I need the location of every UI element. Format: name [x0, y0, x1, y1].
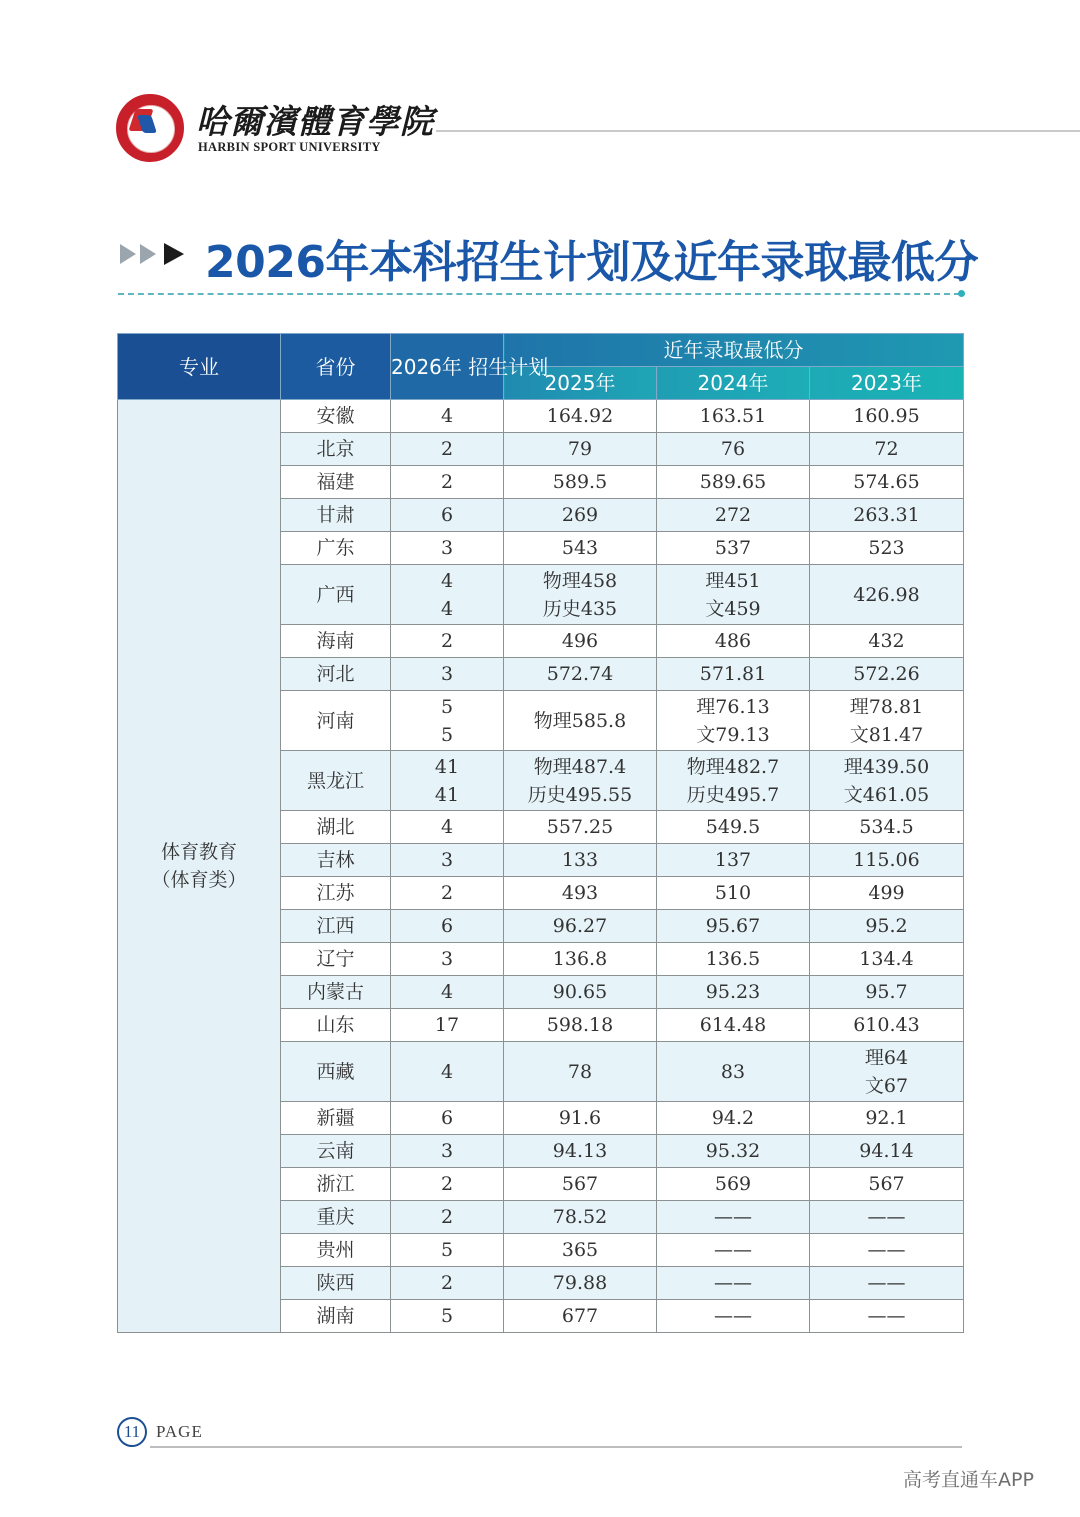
score-2024-cell	[657, 1168, 810, 1201]
score-2025-cell	[504, 625, 657, 658]
score-2025-cell	[504, 811, 657, 844]
province-cell: 江苏	[281, 877, 391, 910]
header-province: 省份	[281, 334, 391, 400]
score-2023-cell-value: 610.43	[853, 1014, 920, 1036]
province-cell: 云南	[281, 1135, 391, 1168]
major-major-line2: （体育类）	[151, 869, 247, 891]
score-2025-cell-value: 78.52	[552, 1206, 608, 1228]
score-2024-cell	[657, 1102, 810, 1135]
title-arrows-icon	[120, 244, 200, 268]
admission-table	[117, 333, 964, 1333]
plan-cell-value: 41	[434, 783, 460, 806]
score-2023-cell	[810, 1300, 964, 1333]
score-2023-cell-value: 94.14	[859, 1140, 914, 1162]
score-2025-cell-value: 90.65	[552, 981, 608, 1003]
plan-cell	[391, 1267, 504, 1300]
score-2023-cell-value: 160.95	[853, 405, 920, 427]
score-2023-cell	[810, 976, 964, 1009]
plan-cell	[391, 910, 504, 943]
score-2024-cell-value: 163.51	[699, 405, 767, 427]
plan-cell	[391, 1234, 504, 1267]
plan-cell	[391, 844, 504, 877]
header-year-2025: 2025年	[504, 367, 657, 400]
score-2025-cell-value: 589.5	[552, 471, 608, 493]
province-cell: 陕西	[281, 1267, 391, 1300]
score-2024-cell-value: 549.5	[705, 816, 761, 838]
plan-cell	[391, 943, 504, 976]
score-2024-cell-value: ——	[714, 1305, 752, 1327]
score-2024-cell	[657, 1042, 810, 1102]
score-2023-cell-value: 574.65	[853, 471, 920, 493]
score-2023-cell	[810, 844, 964, 877]
score-2023-cell	[810, 565, 964, 625]
header-recent-scores: 近年录取最低分	[504, 334, 964, 367]
score-2023-cell-value: 文461.05	[843, 783, 930, 806]
score-2025-cell	[504, 1168, 657, 1201]
university-name-chinese: 哈爾濱體育學院	[196, 102, 434, 141]
score-2024-cell-value: ——	[714, 1206, 752, 1228]
plan-cell-value: 4	[440, 1060, 454, 1083]
score-2023-cell	[810, 1234, 964, 1267]
score-2025-cell-value: 物理458	[542, 569, 618, 592]
province-cell: 吉林	[281, 844, 391, 877]
score-2023-cell-value: 572.26	[853, 663, 920, 685]
province-cell: 安徽	[281, 400, 391, 433]
score-2024-cell-value: 614.48	[699, 1014, 767, 1036]
score-2025-cell-value: 历史495.55	[527, 783, 633, 806]
plan-cell	[391, 466, 504, 499]
score-2024-cell	[657, 751, 810, 811]
university-logo-seal	[116, 94, 184, 162]
score-2025-cell-value: 79.88	[552, 1272, 608, 1294]
province-cell: 辽宁	[281, 943, 391, 976]
score-2025-cell	[504, 658, 657, 691]
score-2024-cell	[657, 565, 810, 625]
score-2023-cell-value: ——	[867, 1239, 906, 1261]
page-number: 11	[117, 1417, 147, 1447]
province-cell: 福建	[281, 466, 391, 499]
plan-cell-value: 6	[440, 504, 454, 526]
score-2024-cell-value: 537	[714, 537, 752, 559]
header-plan-line1: 2026年	[391, 354, 462, 379]
university-name-english: HARBIN SPORT UNIVERSITY	[198, 140, 381, 154]
score-2025-cell	[504, 1201, 657, 1234]
plan-cell-value: 3	[440, 1140, 454, 1162]
score-2023-cell	[810, 943, 964, 976]
score-2024-cell-value: ——	[714, 1272, 752, 1294]
score-2025-cell-value: 79	[567, 438, 593, 460]
page-label: PAGE	[156, 1422, 203, 1441]
score-2025-cell-value: 136.8	[552, 948, 608, 970]
score-2025-cell	[504, 499, 657, 532]
score-2024-cell-value: 137	[714, 849, 752, 871]
score-2025-cell-value: 164.92	[546, 405, 614, 427]
score-2024-cell-value: 272	[714, 504, 752, 526]
plan-cell	[391, 532, 504, 565]
score-2024-cell	[657, 844, 810, 877]
plan-cell	[391, 811, 504, 844]
score-2023-cell-value: 499	[868, 882, 905, 904]
score-2025-cell-value: 133	[561, 849, 599, 871]
score-2024-cell-value: 136.5	[705, 948, 761, 970]
score-2023-cell-value: ——	[867, 1272, 906, 1294]
plan-cell	[391, 625, 504, 658]
score-2024-cell	[657, 433, 810, 466]
score-2024-cell	[657, 943, 810, 976]
score-2023-cell-value: 523	[868, 537, 905, 559]
province-cell: 广西	[281, 565, 391, 625]
province-cell: 湖南	[281, 1300, 391, 1333]
province-cell: 贵州	[281, 1234, 391, 1267]
page-title: 2026年本科招生计划及近年录取最低分	[205, 237, 978, 288]
score-2023-cell	[810, 532, 964, 565]
province-cell: 内蒙古	[281, 976, 391, 1009]
score-2025-cell-value: 物理585.8	[533, 709, 627, 732]
score-2023-cell-value: 92.1	[865, 1107, 908, 1129]
plan-cell	[391, 1009, 504, 1042]
score-2024-cell	[657, 532, 810, 565]
header-plan-line2: 招生计划	[468, 354, 549, 379]
score-2024-cell-value: 569	[714, 1173, 752, 1195]
score-2025-cell	[504, 1009, 657, 1042]
score-2023-cell-value: 115.06	[853, 849, 920, 871]
plan-cell	[391, 400, 504, 433]
score-2024-cell-value: 76	[720, 438, 746, 460]
score-2025-cell-value: 91.6	[558, 1107, 602, 1129]
score-2024-cell	[657, 400, 810, 433]
score-2023-cell-value: 426.98	[853, 583, 920, 606]
score-2025-cell	[504, 1102, 657, 1135]
plan-cell	[391, 499, 504, 532]
score-2025-cell	[504, 1135, 657, 1168]
score-2024-cell-value: 589.65	[699, 471, 767, 493]
plan-cell-value: 2	[440, 630, 454, 652]
plan-cell	[391, 691, 504, 751]
plan-cell-value: 4	[440, 569, 454, 592]
province-cell: 广东	[281, 532, 391, 565]
score-2024-cell	[657, 877, 810, 910]
score-2024-cell-value: 94.2	[711, 1107, 755, 1129]
score-2023-cell	[810, 1009, 964, 1042]
plan-cell	[391, 1300, 504, 1333]
plan-cell-value: 4	[440, 597, 454, 620]
province-cell: 河南	[281, 691, 391, 751]
province-cell: 西藏	[281, 1042, 391, 1102]
plan-cell-value: 3	[440, 849, 454, 871]
plan-cell-value: 41	[434, 755, 460, 778]
plan-cell-value: 5	[440, 1305, 454, 1327]
score-2024-cell-value: 83	[720, 1060, 746, 1083]
plan-cell-value: 2	[440, 882, 454, 904]
score-2024-cell	[657, 811, 810, 844]
score-2025-cell	[504, 877, 657, 910]
score-2024-cell-value: 文459	[705, 597, 761, 620]
score-2025-cell-value: 572.74	[546, 663, 614, 685]
score-2023-cell-value: 567	[868, 1173, 905, 1195]
plan-cell-value: 4	[440, 405, 454, 427]
score-2023-cell-value: 95.7	[865, 981, 908, 1003]
score-2024-cell-value: 571.81	[699, 663, 767, 685]
score-2023-cell-value: 432	[868, 630, 905, 652]
footer-divider	[150, 1446, 962, 1448]
plan-cell	[391, 751, 504, 811]
score-2024-cell-value: 486	[714, 630, 752, 652]
plan-cell	[391, 877, 504, 910]
table-row	[118, 400, 964, 433]
score-2024-cell-value: 95.32	[705, 1140, 761, 1162]
score-2023-cell-value: 534.5	[859, 816, 914, 838]
score-2024-cell	[657, 910, 810, 943]
score-2024-cell	[657, 976, 810, 1009]
score-2024-cell	[657, 658, 810, 691]
score-2025-cell	[504, 1267, 657, 1300]
score-2023-cell-value: 理64	[864, 1046, 909, 1069]
score-2024-cell-value: 理451	[705, 569, 761, 592]
score-2024-cell	[657, 1009, 810, 1042]
plan-cell	[391, 565, 504, 625]
plan-cell	[391, 1042, 504, 1102]
plan-cell-value: 2	[440, 438, 454, 460]
plan-cell-value: 2	[440, 1272, 454, 1294]
score-2025-cell-value: 96.27	[552, 915, 608, 937]
province-cell: 甘肃	[281, 499, 391, 532]
score-2025-cell-value: 物理487.4	[533, 755, 627, 778]
province-cell: 山东	[281, 1009, 391, 1042]
score-2025-cell	[504, 1234, 657, 1267]
plan-cell	[391, 1135, 504, 1168]
score-2023-cell	[810, 499, 964, 532]
score-2024-cell-value: 文79.13	[696, 723, 770, 746]
score-2025-cell-value: 493	[561, 882, 599, 904]
score-2025-cell-value: 269	[561, 504, 599, 526]
score-2023-cell	[810, 877, 964, 910]
score-2025-cell	[504, 532, 657, 565]
score-2023-cell-value: 文67	[864, 1074, 909, 1097]
plan-cell	[391, 1102, 504, 1135]
plan-cell-value: 2	[440, 471, 454, 493]
score-2024-cell-value: 510	[714, 882, 752, 904]
score-2023-cell	[810, 625, 964, 658]
province-cell: 海南	[281, 625, 391, 658]
score-2025-cell	[504, 1300, 657, 1333]
score-2023-cell	[810, 1267, 964, 1300]
score-2023-cell	[810, 400, 964, 433]
plan-cell	[391, 658, 504, 691]
score-2025-cell	[504, 844, 657, 877]
score-2025-cell	[504, 400, 657, 433]
score-2023-cell	[810, 811, 964, 844]
score-2024-cell-value: ——	[714, 1239, 752, 1261]
score-2025-cell-value: 567	[561, 1173, 599, 1195]
watermark: 高考直通车APP	[903, 1469, 1034, 1491]
score-2025-cell-value: 557.25	[546, 816, 614, 838]
table-body	[118, 400, 964, 1333]
score-2025-cell	[504, 691, 657, 751]
score-2025-cell	[504, 1042, 657, 1102]
province-cell: 新疆	[281, 1102, 391, 1135]
score-2025-cell	[504, 976, 657, 1009]
plan-cell-value: 5	[440, 695, 454, 718]
score-2023-cell-value: 理78.81	[849, 695, 924, 718]
plan-cell	[391, 1168, 504, 1201]
score-2024-cell	[657, 1201, 810, 1234]
score-2023-cell	[810, 466, 964, 499]
header-plan	[391, 334, 549, 400]
score-2024-cell	[657, 1267, 810, 1300]
title-dashed-rule	[118, 293, 960, 295]
province-cell: 河北	[281, 658, 391, 691]
plan-cell-value: 2	[440, 1206, 454, 1228]
score-2025-cell	[504, 466, 657, 499]
score-2025-cell-value: 365	[561, 1239, 599, 1261]
score-2025-cell-value: 496	[561, 630, 599, 652]
score-2025-cell-value: 598.18	[546, 1014, 614, 1036]
header-major: 专业	[118, 334, 281, 400]
score-2024-cell	[657, 1135, 810, 1168]
score-2024-cell	[657, 1234, 810, 1267]
plan-cell-value: 3	[440, 663, 454, 685]
province-cell: 重庆	[281, 1201, 391, 1234]
score-2025-cell	[504, 910, 657, 943]
header-year-2023: 2023年	[810, 367, 964, 400]
score-2023-cell-value: 134.4	[859, 948, 914, 970]
score-2023-cell	[810, 691, 964, 751]
province-cell: 浙江	[281, 1168, 391, 1201]
plan-cell-value: 4	[440, 816, 454, 838]
score-2023-cell	[810, 1201, 964, 1234]
score-2024-cell	[657, 691, 810, 751]
score-2024-cell	[657, 1300, 810, 1333]
score-2023-cell-value: 263.31	[853, 504, 920, 526]
score-2024-cell	[657, 466, 810, 499]
plan-cell-value: 2	[440, 1173, 454, 1195]
score-2024-cell-value: 物理482.7	[686, 755, 780, 778]
score-2025-cell	[504, 751, 657, 811]
province-cell: 湖北	[281, 811, 391, 844]
plan-cell-value: 3	[440, 537, 454, 559]
plan-cell	[391, 976, 504, 1009]
score-2023-cell-value: ——	[867, 1206, 906, 1228]
score-2025-cell-value: 历史435	[542, 597, 618, 620]
score-2025-cell	[504, 565, 657, 625]
plan-cell-value: 17	[434, 1014, 460, 1036]
score-2023-cell	[810, 910, 964, 943]
score-2023-cell-value: 理439.50	[843, 755, 930, 778]
header-divider	[436, 130, 1080, 132]
score-2025-cell-value: 94.13	[552, 1140, 608, 1162]
score-2023-cell	[810, 1168, 964, 1201]
title-rule-dot	[958, 290, 965, 297]
score-2023-cell	[810, 751, 964, 811]
score-2024-cell	[657, 499, 810, 532]
score-2023-cell-value: ——	[867, 1305, 906, 1327]
plan-cell	[391, 1201, 504, 1234]
province-cell: 江西	[281, 910, 391, 943]
score-2023-cell	[810, 433, 964, 466]
plan-cell-value: 6	[440, 1107, 454, 1129]
score-2025-cell-value: 543	[561, 537, 599, 559]
score-2023-cell-value: 文81.47	[849, 723, 924, 746]
score-2023-cell	[810, 1042, 964, 1102]
score-2023-cell	[810, 1102, 964, 1135]
score-2023-cell-value: 95.2	[865, 915, 908, 937]
score-2025-cell	[504, 943, 657, 976]
plan-cell-value: 3	[440, 948, 454, 970]
plan-cell-value: 4	[440, 981, 454, 1003]
plan-cell	[391, 433, 504, 466]
province-cell: 北京	[281, 433, 391, 466]
plan-cell-value: 5	[440, 723, 454, 746]
plan-cell-value: 6	[440, 915, 454, 937]
province-cell: 黑龙江	[281, 751, 391, 811]
score-2024-cell	[657, 625, 810, 658]
score-2024-cell-value: 理76.13	[696, 695, 770, 718]
score-2023-cell-value: 72	[874, 438, 899, 460]
score-2025-cell	[504, 433, 657, 466]
score-2024-cell-value: 95.67	[705, 915, 761, 937]
plan-cell-value: 5	[440, 1239, 454, 1261]
major-major-line1: 体育教育	[160, 841, 237, 863]
score-2023-cell	[810, 1135, 964, 1168]
score-2025-cell-value: 677	[561, 1305, 599, 1327]
score-2025-cell-value: 78	[567, 1060, 593, 1083]
score-2024-cell-value: 95.23	[705, 981, 761, 1003]
header-year-2024: 2024年	[657, 367, 810, 400]
score-2023-cell	[810, 658, 964, 691]
score-2024-cell-value: 历史495.7	[686, 783, 780, 806]
major-cell	[118, 400, 281, 1333]
